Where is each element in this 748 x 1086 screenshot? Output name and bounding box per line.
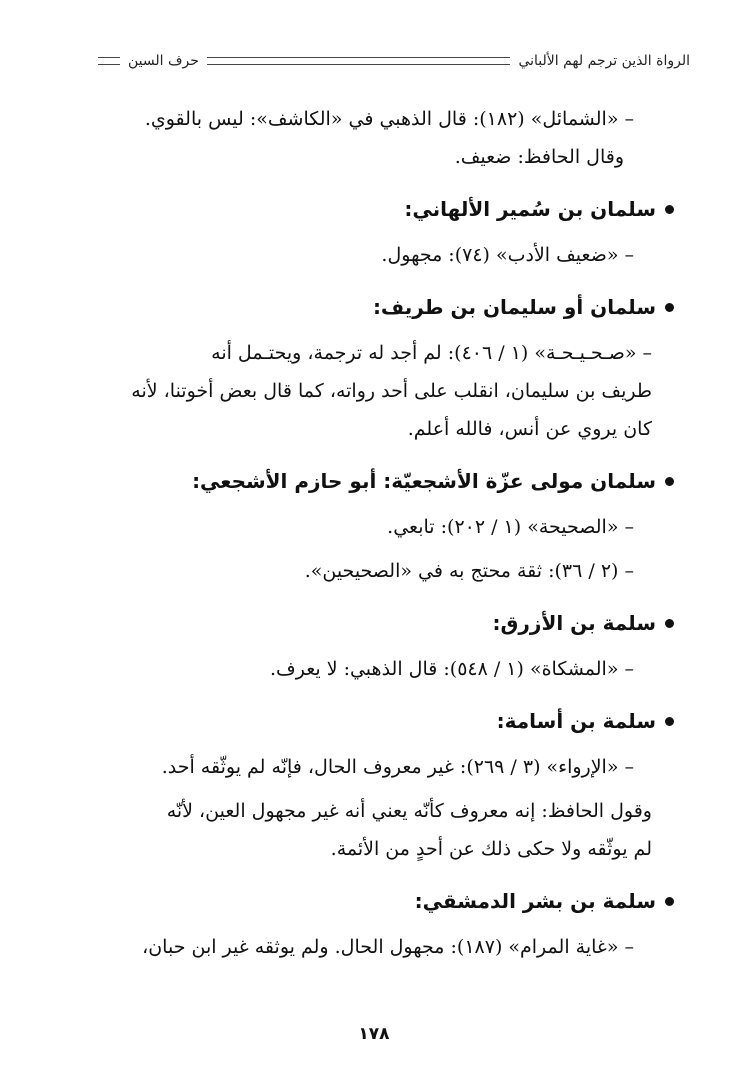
page-number: ١٧٨: [358, 1024, 390, 1044]
narrator-name: سلمة بن بشر الدمشقي:: [414, 889, 656, 913]
bullet-icon: [665, 897, 674, 906]
entry-line: – «غاية المرام» (١٨٧): مجهول الحال. ولم يوثقه غير ابن حبان،: [142, 936, 634, 958]
entry-line: – (٢ / ٣٦): ثقة محتج به في «الصحيحين».: [304, 560, 634, 582]
bullet-icon: [665, 303, 674, 312]
header-rule: [207, 57, 511, 65]
header-rule-end: [98, 57, 120, 65]
bullet-icon: [665, 717, 674, 726]
page-body: [82, 100, 656, 966]
narrator-heading: [82, 700, 674, 742]
section-title: حرف السين: [128, 53, 199, 69]
entry-line: – «الصحيحة» (١ / ٢٠٢): تابعي.: [387, 516, 634, 538]
entry-line: – «الإرواء» (٣ / ٢٦٩): غير معروف الحال، فإنّه لم يوثّقه أحد.: [161, 756, 634, 778]
narrator-name: سلمان أو سليمان بن طريف:: [372, 295, 656, 319]
narrator-heading: [82, 188, 674, 230]
bullet-icon: [665, 477, 674, 486]
narrator-heading: [82, 602, 674, 644]
running-header: [98, 48, 690, 74]
entry-line: لم يوثّقه ولا حكى ذلك عن أحدٍ من الأئمة.: [330, 838, 652, 860]
entry-line: – «المشكاة» (١ / ٥٤٨): قال الذهبي: لا يعرف.: [269, 658, 634, 680]
book-title: الرواة الذين ترجم لهم الألباني: [518, 53, 690, 69]
narrator-name: سلمة بن الأزرق:: [492, 611, 656, 635]
entry-line: – «صـحـيـحـة» (١ / ٤٠٦): لم أجد له ترجمة، ويحتـمل أنه: [211, 342, 652, 364]
entry-line: طريف بن سليمان، انقلب على أحد رواته، كما قال بعض أخوتنا، لأنه: [131, 380, 652, 402]
bullet-icon: [665, 205, 674, 214]
entry-line: – «الشمائل» (١٨٢): قال الذهبي في «الكاشف»: ليس بالقوي.: [144, 108, 634, 130]
narrator-heading: [82, 286, 674, 328]
narrator-name: سلمان بن سُمير الألهاني:: [404, 197, 656, 221]
narrator-name: سلمان مولى عزّة الأشجعيّة: أبو حازم الأشجعي:: [192, 469, 656, 493]
bullet-icon: [665, 619, 674, 628]
narrator-heading: [82, 880, 674, 922]
entry-line: وقول الحافظ: إنه معروف كأنّه يعني أنه غير مجهول العين، لأنّه: [166, 800, 652, 822]
narrator-name: سلمة بن أسامة:: [496, 709, 656, 733]
narrator-heading: [82, 460, 674, 502]
entry-line: وقال الحافظ: ضعيف.: [454, 146, 624, 168]
entry-line: كان يروي عن أنس، فالله أعلم.: [407, 418, 652, 440]
entry-line: – «ضعيف الأدب» (٧٤): مجهول.: [381, 244, 634, 266]
